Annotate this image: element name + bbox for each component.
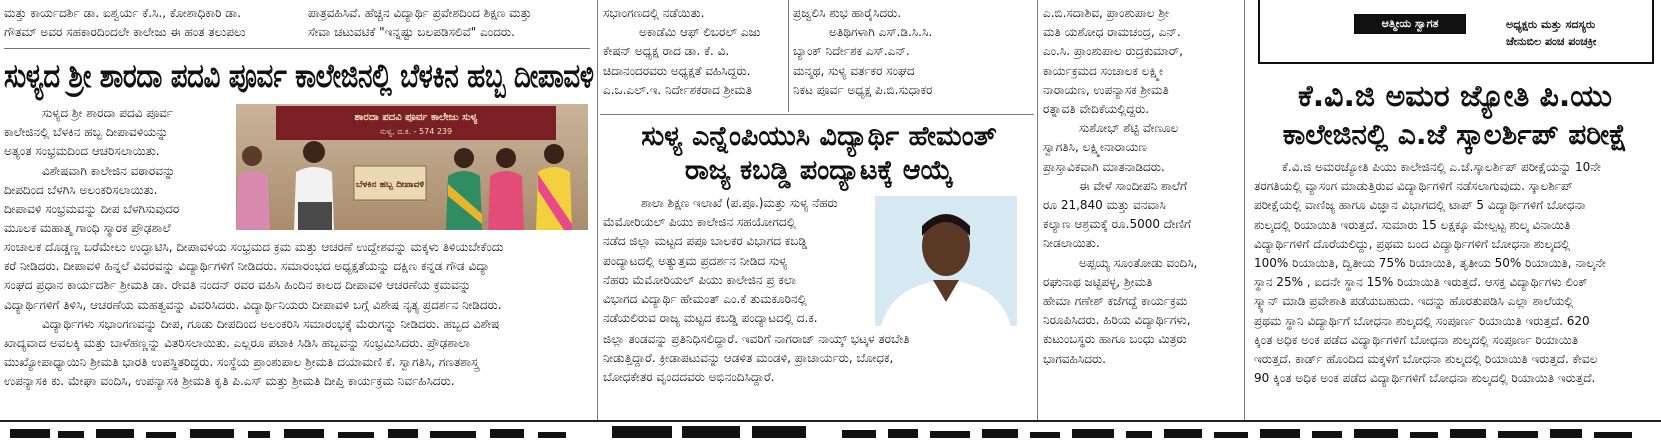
text-line: ಪ್ರಜ್ವಲಿಸಿ ಶುಭ ಹಾರೈಸಿದರು. bbox=[793, 6, 902, 20]
text-line: ಸ್ಕ್ಯಾನ್ ಮಾಡಿ ಪ್ರವೇಶಾತಿ ಪಡೆಯಬಹುದು. ಇದನ್ನು ಹೊರತುಪಡಿಸಿ ಎಲ್ಲಾ ಶಾಲೆಯಲ್ಲಿ bbox=[1254, 294, 1574, 309]
text-line: ವಿಶೇಷವಾಗಿ ಕಾಲೇಜಿನ ವಠಾರವನ್ನು bbox=[42, 163, 176, 178]
text-line: ಎ.ಒ.ಎಲ್.ಇ. ನಿರ್ದೇಶಕರಾದ ಶ್ರೀಮತಿ bbox=[603, 82, 753, 97]
text-line: ಭಾಗವಹಿಸಿದರು. bbox=[1043, 351, 1106, 366]
text-line: ನಡೆಯಲಿರುವ ರಾಜ್ಯ ಮಟ್ಟದ ಕಬಡ್ಡಿ ಪಂದ್ಯಾಟದಲ್ಲಿ ದ.ಕ. bbox=[603, 311, 818, 326]
text-line: ಸಂಘದ ಪ್ರಧಾನ ಕಾರ್ಯದರ್ಶಿ ಶ್ರೀಮತಿ ಡಾ. ರೇವತಿ ನಂದನ್ ರವರ ವಹಿಸಿ ಹಿಂದಿನ ಕಾಲದ ದೀಪಾವಳಿ ಆಚರಣೆಯ ಕ್ರಮವನ್ನು bbox=[4, 278, 471, 293]
text-line: ರೂ 21,840 ಮತ್ತು ವನವಾಸಿ bbox=[1043, 198, 1166, 213]
text-line: ಹೇಮಾ ಗಣೇಶ್ ಕಜೆಗದ್ದೆ ಕಾರ್ಯಕ್ರಮ bbox=[1043, 294, 1188, 309]
text-line: ಶಾಲಾ ಶಿಕ್ಷಣ ಇಲಾಖೆ (ಪ.ಪೂ.)ಮತ್ತು ಸುಳ್ಯ ನೆಹರು bbox=[641, 196, 838, 210]
headline bbox=[1254, 78, 1656, 154]
text-line: ಮನ್ಮಥ, ಸುಳ್ಯ ವರ್ತಕರ ಸಂಘದ bbox=[793, 63, 915, 78]
photo-sign-text: ಬೆಳಕಿನ ಹಬ್ಬ ದೀಪಾವಳಿ bbox=[355, 180, 425, 190]
text-line: ಸ್ವಾಗತಿಸಿ, ಲಕ್ಷ್ಮೀನಾರಾಯಣ bbox=[1043, 140, 1147, 155]
text-line: ಸುಶೋಭ್ ಶೆಟ್ಟಿ ವೇಣೂಲ bbox=[1079, 121, 1179, 136]
column-rule bbox=[1037, 0, 1038, 420]
text-line: ಮೆಮೋರಿಯಲ್ ಪಿಯು ಕಾಲೇಜಿನ ಸಹಯೋಗದಲ್ಲಿ bbox=[603, 215, 796, 230]
text-line: ಖಾದ್ಯವಾದ ಅವಲಕ್ಕಿ ಮತ್ತು ಬಾಳೆಹಣ್ಣನ್ನು ವಿತರಿಸಲಾಯಿತು. ಎಲ್ಲರೂ ಪಟಾಕಿ ಸಿಡಿಸಿ ಹಬ್ಬವನ್ನು ಸಂಭ್ರಮಿಸಿದರು. ಪ್ರೌಢಶಾಲಾ bbox=[4, 336, 471, 351]
text-line: ವಿದ್ಯಾರ್ಥಿಗಳಿಗೆ ತಿಳಿಸಿ, ಆಚರಣೆಯ ಮಹತ್ವವನ್ನು ವಿವರಿಸಿದರು. ವಿದ್ಯಾರ್ಥಿನಿಯರು ದೀಪಾವಳಿ ಬಗ್ಗೆ ವಿಶೇಷ ನೃತ್ಯ ಪ್ರದರ್ಶನ ನೀಡಿದರು. bbox=[4, 297, 502, 312]
text-line: ರಘುನಾಥ ಜಟ್ಟಿಪಳ್ಳ, ಶ್ರೀಮತಿ bbox=[1043, 274, 1153, 289]
headline: ಸುಳ್ಯದ ಶ್ರೀ ಶಾರದಾ ಪದವಿ ಪೂರ್ವ ಕಾಲೇಜಿನಲ್ಲಿ ಬೆಳಕಿನ ಹಬ್ಬ ದೀಪಾವಳಿ bbox=[4, 56, 594, 95]
text-line: ದೀಪಾವಳಿ ಸಂಭ್ರಮವನ್ನು ದೀಪ ಬೆಳಗಿಸುವುದರ bbox=[4, 202, 180, 217]
text-line: ನೀಡುತ್ತಿದ್ದಾರೆ. ಕ್ರೀಡಾಪಟುವನ್ನು ಆಡಳಿತ ಮಂಡಳಿ, ಪ್ರಾಚಾರ್ಯರು, ಬೋಧಕ, bbox=[603, 351, 894, 366]
text-line: ಈ ವೇಳೆ ಸಾಂದೀಪನಿ ಶಾಲೆಗೆ bbox=[1079, 178, 1188, 193]
event-photo bbox=[236, 104, 588, 230]
text-line: ತರಗತಿಯಲ್ಲಿ ವ್ಯಾಸಂಗ ಮಾಡುತ್ತಿರುವ ವಿದ್ಯಾರ್ಥಿಗಳಿಗೆ ನಡೆಸಲಾಗುವುದು. ಸ್ಕಾಲರ್ಶಿಪ್ bbox=[1254, 179, 1573, 194]
text-line: ಪರೀಕ್ಷೆಯಲ್ಲಿ ವಾಣಿಜ್ಯ ಹಾಗೂ ವಿಜ್ಞಾನ ವಿಭಾಗದಲ್ಲಿ ಟಾಪ್ 5 ವಿದ್ಯಾರ್ಥಿಗಳಿಗೆ ಬೋಧನಾ bbox=[1254, 198, 1586, 213]
text-line: ಮತ್ತು ಕಾರ್ಯದರ್ಶಿ ಡಾ. ಐಶ್ವರ್ಯ ಕೆ.ಸಿ., ಕೋಶಾಧಿಕಾರಿ ಡಾ. bbox=[4, 6, 241, 20]
ad-box bbox=[1258, 0, 1654, 64]
text-line: ನಾರಾಯಣ, ಉಪನ್ಯಾಸಕ ಶ್ರೀಮತಿ bbox=[1043, 82, 1169, 97]
text-line: ವಿದ್ಯಾರ್ಥಿಗಳಿಗೆ ದೊರೆಯಲಿದ್ದು, ಪ್ರಥಮ ಬಂದ ವಿದ್ಯಾರ್ಥಿಗಳಿಗೆ ಬೋಧನಾ ಶುಲ್ಕದಲ್ಲಿ bbox=[1254, 236, 1571, 251]
student-photo bbox=[875, 196, 1017, 326]
text-line: ಕ್ಕಿಂತ ಅಧಿಕ ಅಂಕ ಪಡೆದ ವಿದ್ಯಾರ್ಥಿಗಳಿಗೆ ಬೋಧನಾ ಶುಲ್ಕದಲ್ಲಿ ಸಂಪೂರ್ಣ ರಿಯಾಯಿತಿ bbox=[1254, 332, 1579, 347]
text-line: ಮೂಲಕ ಮಹಾತ್ಮ ಗಾಂಧಿ ಸ್ಮಾರಕ ಪ್ರೌಢಶಾಲೆ bbox=[4, 221, 171, 236]
text-line: ಉಪನ್ಯಾಸಕಿ ಕು. ಮೇಘಾ ವಂದಿಸಿ, ಉಪನ್ಯಾಸಕಿ ಶ್ರೀಮತಿ ಕೃತಿ ಪಿ.ಎಸ್ ಮತ್ತು ಶ್ರೀಮತಿ ದೀಪ್ತಿ ಕಾರ್ಯಕ್ರಮ ನಿರ್ವಹಿಸಿದರು. bbox=[4, 374, 455, 389]
photo-banner-text: ಶಾರದಾ ಪದವಿ ಪೂರ್ವ ಕಾಲೇಜು ಸುಳ್ಯ bbox=[354, 112, 478, 123]
next-section-cutoff bbox=[0, 420, 1661, 438]
divider bbox=[600, 114, 1034, 115]
text-line: ನೆಹರು ಮೆಮೋರಿಯಲ್ ಪಿಯು ಕಾಲೇಜಿನ ಪ್ರ ಕಲಾ bbox=[603, 272, 796, 287]
cutoff-glyphs-graphic bbox=[0, 420, 1661, 438]
text-line: ಬ್ಯಾಂಕ್ ನಿರ್ದೇಶಕ ಎಸ್.ಎನ್. bbox=[793, 44, 910, 59]
text-line: ಬೋಧಕೇತರ ವೃಂದದವರು ಅಭಿನಂದಿಸಿದ್ದಾರೆ. bbox=[603, 370, 775, 385]
ad-line: ಜೇನುಬಿಲ ಪಂಚ ಪಂಚಕ್ರೀ bbox=[1506, 35, 1597, 48]
event-photo-graphic bbox=[236, 104, 588, 230]
text-line: ಎಂ.ಸಿ. ಪ್ರಾಂಶುಪಾಲ ರುದ್ರಕುಮಾರ್, bbox=[1043, 44, 1183, 59]
text-line: ಅತಿಥಿಗಳಾಗಿ ಎಸ್.ಡಿ.ಸಿ.ಸಿ. bbox=[829, 25, 933, 40]
text-line: ಕಲ್ಯಾಣ ಆಶ್ರಮಕ್ಕೆ ರೂ.5000 ದೇಣಿಗೆ bbox=[1043, 217, 1191, 232]
text-line: ಸ್ಥಾನ 25% , ಐದನೇ ಸ್ಥಾನ 15% ರಿಯಾಯಿತಿ ಇರುತ್ತದೆ. ಆಸಕ್ತ ವಿದ್ಯಾರ್ಥಿಗಳು ಲಿಂಕ್ bbox=[1254, 275, 1588, 290]
text-line: ಸಭಾಂಗಣದಲ್ಲಿ ನಡೆಯಿತು. bbox=[603, 6, 705, 20]
text-line: ವಿದ್ಯಾರ್ಥಿಗಳು ಸಭಾಂಗಣವನ್ನು ದೀಪ, ಗೂಡು ದೀಪದಿಂದ ಅಲಂಕರಿಸಿ ಸಮಾರಂಭಕ್ಕೆ ಮೆರುಗನ್ನು ನೀಡಿದರು. ಹಬ್ಬದ ವಿಶೇಷ bbox=[42, 316, 500, 331]
headline-line: ಕೆ.ವಿ.ಜಿ ಅಮರ ಜ್ಯೋತಿ ಪಿ.ಯು bbox=[1298, 79, 1612, 114]
divider bbox=[4, 48, 590, 49]
article-aj-scholarship bbox=[1254, 78, 1656, 418]
col-left-top-snippet bbox=[4, 0, 290, 46]
text-line: ಜಿಲ್ಲಾ ತಂಡವನ್ನು ಪ್ರತಿನಿಧಿಸಲಿದ್ದಾರೆ. ಇವರಿಗೆ ನಾಗರಾಜ್ ನಾಯ್ಕ್ ಭಟ್ಕಳ ತರಬೇತಿ bbox=[603, 332, 910, 346]
column-rule bbox=[1244, 0, 1245, 420]
ad-tag: ಆತ್ಮೀಯ ಸ್ವಾಗತ bbox=[1354, 14, 1466, 34]
text-line: ಕೇಷನ್ ಅಧ್ಯಕ್ಷ ರಾದ ಡಾ. ಕೆ. ವಿ. bbox=[603, 44, 730, 59]
text-line: ಅಪ್ಪಯ್ಯ ಸೂಂತೋಡು ವಂದಿಸಿ, bbox=[1079, 255, 1198, 270]
text-line: 100% ರಿಯಾಯಿತಿ, ದ್ವಿತೀಯ 75% ರಿಯಾಯಿತಿ, ತೃತೀಯ 50% ರಿಯಾಯಿತಿ, ನಾಲ್ಕನೇ bbox=[1254, 256, 1606, 271]
text-line: ನಿಕಟ ಪೂರ್ವ ಅಧ್ಯಕ್ಷ ಪಿ.ಬಿ.ಸುಧಾಕರ bbox=[793, 82, 933, 97]
text-line: 90 ಕ್ಕಿಂತ ಅಧಿಕ ಅಂಕ ಪಡೆದ ವಿದ್ಯಾರ್ಥಿಗಳಿಗೆ ಬೋಧನಾ ಶುಲ್ಕದಲ್ಲಿ ರಿಯಾಯಿತಿ ಇರುತ್ತದೆ. bbox=[1254, 371, 1596, 386]
text-line: ಅತ್ಯಂತ ಸಂಭ್ರಮದಿಂದ ಆಚರಿಸಲಾಯಿತು. bbox=[4, 144, 160, 159]
text-line: ಮುಖ್ಯೋಪಾಧ್ಯಾಯಿನಿ ಶ್ರೀಮತಿ ಭಾರತಿ ಉಪಸ್ಥಿತರಿದ್ದರು. ಸಂಸ್ಥೆಯ ಪ್ರಾಂಶುಪಾಲ ಶ್ರೀಮತಿ ದಯಾಮಣಿ ಕೆ. ಸ್ವಾಗತಿಸಿ, ಗಣತಶಾಸ್ತ್ರ bbox=[4, 355, 479, 370]
student-photo-graphic bbox=[875, 196, 1017, 326]
article-kabaddi-selection bbox=[603, 118, 1035, 418]
text-line: ಚಿದಾನಂದರವರು ಅಧ್ಯಕ್ಷತೆ ವಹಿಸಿದ್ದರು. bbox=[603, 63, 751, 78]
text-line: ನೀಡಲಾಯಿತು. bbox=[1043, 236, 1100, 251]
photo-banner-subtext: ಸುಳ್ಯ, ದ.ಕ. - 574 239 bbox=[379, 127, 453, 136]
text-line: ಮತಿ ಯಶೋಧ ರಾಮಚಂದ್ರ, ಎನ್. bbox=[1043, 25, 1181, 40]
article-sharada-deepavali bbox=[4, 50, 594, 415]
headline bbox=[603, 120, 1035, 188]
text-line: ಪಂದ್ಯಾಟದಲ್ಲಿ ಅತ್ಯುತ್ತಮ ಪ್ರದರ್ಶನ ನೀಡಿದ ಸುಳ್ಯ bbox=[603, 253, 788, 268]
headline-line: ಸುಳ್ಯ ಎನ್ನೆಂಪಿಯುಸಿ ವಿದ್ಯಾರ್ಥಿ ಹೇಮಂತ್ bbox=[641, 121, 997, 152]
headline-line: ಕಾಲೇಜಿನಲ್ಲಿ ಎ.ಜೆ ಸ್ಕಾಲರ್ಶಿಪ್ ಪರೀಕ್ಷೆ bbox=[1282, 118, 1628, 151]
text-line: ಪ್ರಾಸ್ತಾವಿಕವಾಗಿ ಮಾತನಾಡಿದರು. bbox=[1043, 159, 1165, 174]
text-line: ಇರುತ್ತದೆ. ಕಾರ್ಡ್ ಹೊಂದಿದ ಮಕ್ಕಳಿಗೆ ಬೋಧನಾ ಶುಲ್ಕದಲ್ಲಿ ರಿಯಾಯಿತಿ ಇರುತ್ತದೆ. ಕೇವಲ bbox=[1254, 352, 1598, 367]
text-line: ಕೆ.ವಿ.ಜಿ ಅಮರಜ್ಯೋತಿ ಪಿಯು ಕಾಲೇಜಿನಲ್ಲಿ ಎ.ಜೆ.ಸ್ಕಾಲರ್ಶಿಪ್ ಪರೀಕ್ಷೆಯನ್ನು 10ನೇ bbox=[1282, 160, 1601, 174]
column-rule bbox=[597, 0, 598, 420]
text-line: ವಿಭಾಗದ ವಿದ್ಯಾರ್ಥಿ ಹೇಮಂತ್ ಎಂ.ಕೆ ತುಮಕೂರಿನಲ್ಲಿ bbox=[603, 292, 807, 307]
text-line: ನಡೆದ ಜಿಲ್ಲಾ ಮಟ್ಟದ ಪಪೂ ಬಾಲಕರ ವಿಭಾಗದ ಕಬಡ್ಡಿ bbox=[603, 234, 808, 249]
text-line: ಕಾಲೇಜಿನಲ್ಲಿ ಬೆಳಕಿನ ಹಬ್ಬ ದೀಪಾವಳಿಯನ್ನು bbox=[4, 125, 169, 140]
text-line: ನಿರೂಪಿಸಿದರು. ಹಿರಿಯ ವಿದ್ಯಾರ್ಥಿಗಳು, bbox=[1043, 313, 1191, 328]
text-line: ಗೌತಮ್ ಅವರ ಸಹಕಾರದಿಂದಲೇ ಕಾಲೇಜು ಈ ಹಂತ ತಲುಪಲು bbox=[4, 25, 246, 40]
text-line: ರತ್ನಾವತಿ ವೇದಿಕೆಯಲ್ಲಿದ್ದರು. bbox=[1043, 102, 1150, 117]
text-line: ಸುಳ್ಯದ ಶ್ರೀ ಶಾರದಾ ಪದವಿ ಪೂರ್ವ bbox=[42, 106, 174, 120]
text-line: ಪ್ರಥಮ ಸ್ಥಾನಿ ವಿದ್ಯಾರ್ಥಿಗೆ ಬೋಧನಾ ಶುಲ್ಕದಲ್ಲಿ ಸಂಪೂರ್ಣ ರಿಯಾಯಿತಿ ಇರುತ್ತದೆ. 620 bbox=[1254, 313, 1590, 328]
ad-line: ಅಧ್ಯಕ್ಷರು ಮತ್ತು ಸದಸ್ಯರು bbox=[1506, 18, 1596, 31]
text-line: ಶುಲ್ಕದಲ್ಲಿ ರಿಯಾಯಿತಿ ಇರುತ್ತದೆ. ಸುಮಾರು 15 ಲಕ್ಷಕ್ಕೂ ಮೇಲ್ಪಟ್ಟ ಶುಲ್ಕ ವಿನಾಯಿತಿ bbox=[1254, 217, 1571, 232]
headline-line: ರಾಜ್ಯ ಕಬಡ್ಡಿ ಪಂದ್ಯಾಟಕ್ಕೆ ಆಯ್ಕೆ bbox=[684, 155, 954, 186]
text-line: ಸೇವಾ ಚಟುವಟಿಕೆ "ಇನ್ನಷ್ಟು ಬಲಪಡಿಸಲಿವೆ" ಎಂದರು. bbox=[308, 25, 515, 40]
text-line: ಪಾತ್ರವಹಿಸಿವೆ. ಹೆಚ್ಚಿನ ವಿದ್ಯಾರ್ಥಿ ಪ್ರವೇಶದಿಂದ ಶಿಕ್ಷಣ ಮತ್ತು bbox=[308, 6, 532, 20]
text-line: ಸಂಚಾಲಕ ದೊಡ್ಡಣ್ಣ ಬರೆಮೇಲು ಉದ್ಘಾಟಿಸಿ, ದೀಪಾವಳಿಯ ಸಂಭ್ರಮದ ಕ್ರಮ ಮತ್ತು ಆಚರಣೆ ಉದ್ದೇಶವನ್ನು ಮಕ್ಕಳು ತಿಳಿಯಬೇಕೆಂದು bbox=[4, 240, 504, 254]
text-line: ದೀಪದಿಂದ ಬೆಳಗಿಸಿ ಅಲಂಕರಿಸಲಾಯಿತು. bbox=[4, 182, 158, 197]
col-right-text bbox=[1043, 0, 1238, 418]
col-left-top-snippet-2 bbox=[308, 0, 590, 46]
text-line: ಎ.ಬಿ.ಸದಾಶಿವ, ಪ್ರಾಂಶುಪಾಲ ಶ್ರೀ bbox=[1043, 6, 1169, 20]
text-line: ಕುಟುಂಬಸ್ಥರು ಹಾಗೂ ಬಂಧು ಮಿತ್ರರು bbox=[1043, 332, 1187, 347]
column-rule bbox=[788, 0, 789, 112]
text-line: ಕರೆ ನೀಡಿದರು. ದೀಪಾವಳಿ ಹಿನ್ನಲೆ ವಿವರವನ್ನು ವಿದ್ಯಾರ್ಥಿಗಳಿಗೆ ನೀಡಿದರು. ಸಮಾರಂಭದ ಅಧ್ಯಕ್ಷತೆಯನ್ನು ದಕ್ಷಿಣ ಕನ್ನಡ ಗೌಡ ವಿದ್ಯಾ bbox=[4, 259, 490, 274]
text-line: ಅಕಾಡೆಮಿ ಆಫ್ ಲಿಬರಲ್ ಎಜು bbox=[639, 25, 761, 40]
text-line: ಕಾರ್ಯಕ್ರಮದ ಸಂಚಾಲಕ ಲಕ್ಷ್ಮೀ bbox=[1043, 63, 1164, 78]
